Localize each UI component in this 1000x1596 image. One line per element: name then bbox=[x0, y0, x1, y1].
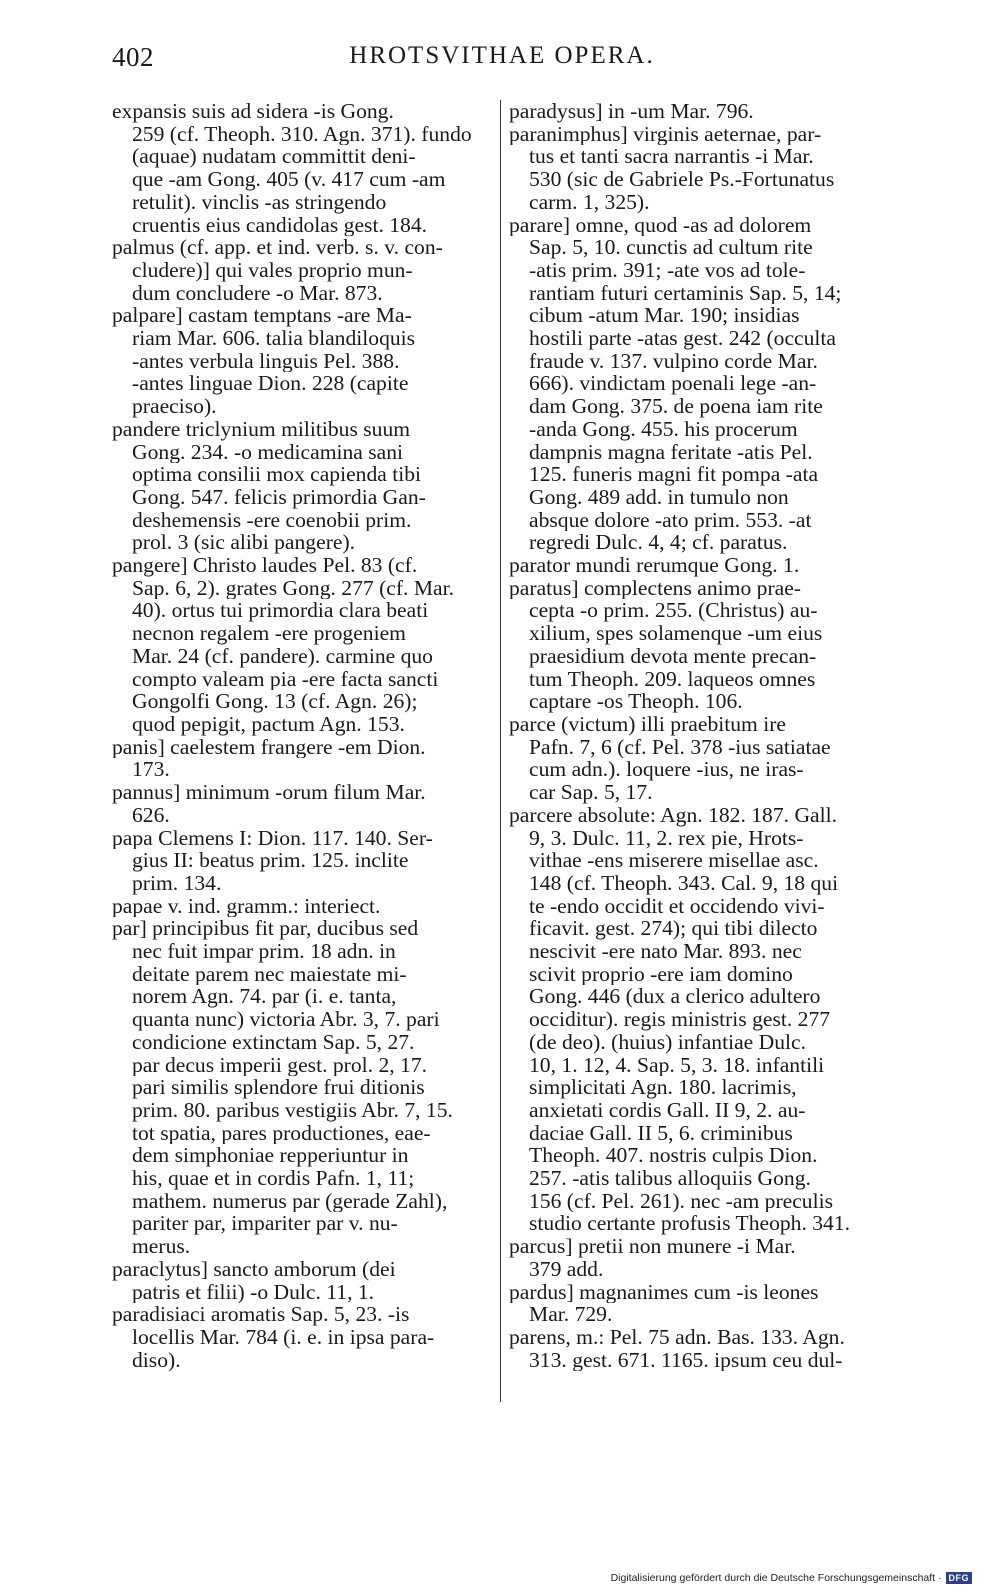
entry-line: compto valeam pia -ere facta sancti bbox=[132, 667, 439, 691]
left-column bbox=[112, 100, 492, 1371]
entry-line: palpare] castam temptans -are Ma- bbox=[112, 304, 412, 328]
entry-line: captare -os Theoph. 106. bbox=[529, 690, 743, 713]
entry-line: xilium, spes solamenque -um eius bbox=[529, 622, 823, 645]
entry-line: occiditur). regis ministris gest. 277 bbox=[529, 1008, 831, 1031]
entry-line: pannus] minimum -orum filum Mar. bbox=[112, 781, 426, 804]
entry-line: 313. gest. 671. 1165. ipsum ceu dul- bbox=[529, 1348, 843, 1372]
entry-line: parcere absolute: Agn. 182. 187. Gall. bbox=[509, 803, 838, 827]
dfg-logo: DFG bbox=[946, 1572, 973, 1584]
footer-text: Digitalisierung gefördert durch die Deutsche Forschungsgemeinschaft · bbox=[610, 1572, 942, 1584]
entry-line: 156 (cf. Pel. 261). nec -am preculis bbox=[529, 1189, 834, 1213]
entry-line: (aquae) nudatam committit deni- bbox=[132, 145, 416, 169]
entry-line: prim. 134. bbox=[132, 871, 222, 895]
dictionary-entry bbox=[509, 100, 891, 123]
entry-line: Mar. 24 (cf. pandere). carmine quo bbox=[132, 644, 433, 668]
entry-line: 9, 3. Dulc. 11, 2. rex pie, Hrots- bbox=[529, 826, 804, 850]
entry-line: simplicitati Agn. 180. lacrimis, bbox=[529, 1076, 797, 1099]
right-column bbox=[509, 100, 891, 1371]
dictionary-entry bbox=[509, 577, 891, 713]
entry-line: gius II: beatus prim. 125. inclite bbox=[132, 849, 409, 872]
entry-line: 10, 1. 12, 4. Sap. 5, 3. 18. infantili bbox=[529, 1053, 825, 1077]
entry-line: regredi Dulc. 4, 4; cf. paratus. bbox=[529, 531, 788, 555]
entry-line: norem Agn. 74. par (i. e. tanta, bbox=[132, 985, 397, 1009]
entry-line: studio certante profusis Theoph. 341. bbox=[529, 1212, 851, 1236]
entry-line: Gong. 489 add. in tumulo non bbox=[529, 485, 789, 509]
entry-line: retulit). vinclis -as stringendo bbox=[132, 190, 387, 214]
dictionary-entry bbox=[112, 917, 492, 1258]
entry-line: cum adn.). loquere -ius, ne iras- bbox=[529, 758, 804, 782]
entry-line: praesidium devota mente precan- bbox=[529, 644, 817, 668]
entry-line: 257. -atis talibus alloquiis Gong. bbox=[529, 1167, 811, 1190]
dictionary-entry bbox=[509, 123, 891, 214]
entry-line: Sap. 5, 10. cunctis ad cultum rite bbox=[529, 236, 813, 259]
entry-line: praeciso). bbox=[132, 395, 217, 418]
entry-line: locellis Mar. 784 (i. e. in ipsa para- bbox=[132, 1325, 435, 1349]
entry-line: prim. 80. paribus vestigiis Abr. 7, 15. bbox=[132, 1098, 453, 1122]
entry-line: paraclytus] sancto amborum (dei bbox=[112, 1257, 396, 1281]
dictionary-entry bbox=[112, 100, 492, 236]
entry-line: 40). ortus tui primordia clara beati bbox=[132, 599, 429, 623]
entry-line: cibum -atum Mar. 190; insidias bbox=[529, 304, 800, 328]
entry-line: 379 add. bbox=[529, 1257, 604, 1281]
entry-line: vithae -ens miserere misellae asc. bbox=[529, 849, 819, 872]
entry-line: dampnis magna feritate -atis Pel. bbox=[529, 440, 813, 464]
dictionary-entry bbox=[509, 214, 891, 555]
entry-line: nec fuit impar prim. 18 adn. in bbox=[132, 940, 396, 963]
entry-line: quanta nunc) victoria Abr. 3, 7. pari bbox=[132, 1008, 440, 1031]
entry-line: paranimphus] virginis aeternae, par- bbox=[509, 122, 822, 146]
entry-line: parce (victum) illi praebitum ire bbox=[509, 712, 787, 736]
entry-line: tus et tanti sacra narrantis -i Mar. bbox=[529, 145, 814, 169]
entry-line: dem simphoniae repperiuntur in bbox=[132, 1144, 409, 1168]
entry-line: scivit proprio -ere iam domino bbox=[529, 962, 793, 986]
entry-line: pari similis splendore frui ditionis bbox=[132, 1076, 425, 1099]
page-number: 402 bbox=[112, 42, 154, 72]
entry-line: que -am Gong. 405 (v. 417 cum -am bbox=[132, 168, 446, 191]
dictionary-entry bbox=[112, 1258, 492, 1303]
entry-line: -antes linguae Dion. 228 (capite bbox=[132, 372, 409, 396]
entry-line: 626. bbox=[132, 803, 170, 827]
entry-line: optima consilii mox capienda tibi bbox=[132, 463, 422, 486]
entry-line: pandere triclynium militibus suum bbox=[112, 417, 411, 441]
entry-line: -atis prim. 391; -ate vos ad tole- bbox=[529, 258, 806, 282]
dictionary-entry bbox=[509, 1281, 891, 1326]
dictionary-entry bbox=[112, 554, 492, 736]
dictionary-entry bbox=[112, 236, 492, 304]
dictionary-entry bbox=[509, 1235, 891, 1280]
entry-line: pardus] magnanimes cum -is leones bbox=[509, 1280, 819, 1304]
entry-line: 259 (cf. Theoph. 310. Agn. 371). fundo bbox=[132, 122, 472, 146]
entry-line: patris et filii) -o Dulc. 11, 1. bbox=[132, 1280, 375, 1304]
dictionary-entry bbox=[509, 554, 891, 577]
entry-line: parens, m.: Pel. 75 adn. Bas. 133. Agn. bbox=[509, 1325, 845, 1349]
entry-line: papae v. ind. gramm.: interiect. bbox=[112, 894, 381, 918]
entry-line: deshemensis -ere coenobii prim. bbox=[132, 508, 412, 532]
entry-line: tot spatia, pares productiones, eae- bbox=[132, 1121, 431, 1145]
entry-line: par decus imperii gest. prol. 2, 17. bbox=[132, 1053, 428, 1077]
entry-line: quod pepigit, pactum Agn. 153. bbox=[132, 712, 405, 736]
entry-line: absque dolore -ato prim. 553. -at bbox=[529, 508, 812, 532]
dictionary-entry bbox=[112, 418, 492, 554]
entry-line: cruentis eius candidolas gest. 184. bbox=[132, 213, 428, 237]
entry-line: par] principibus fit par, ducibus sed bbox=[112, 917, 419, 941]
dictionary-entry bbox=[112, 827, 492, 895]
footer-credit bbox=[611, 1572, 972, 1584]
entry-line: Pafn. 7, 6 (cf. Pel. 378 -ius satiatae bbox=[529, 735, 831, 759]
column-divider bbox=[500, 100, 501, 1402]
entry-line: panis] caelestem frangere -em Dion. bbox=[112, 735, 426, 759]
entry-line: his, quae et in cordis Pafn. 1, 11; bbox=[132, 1167, 415, 1190]
entry-line: Theoph. 407. nostris culpis Dion. bbox=[529, 1144, 818, 1168]
entry-line: pangere] Christo laudes Pel. 83 (cf. bbox=[112, 554, 418, 577]
dictionary-entry bbox=[112, 781, 492, 826]
entry-line: riam Mar. 606. talia blandiloquis bbox=[132, 327, 416, 350]
entry-line: Gong. 547. felicis primordia Gan- bbox=[132, 485, 426, 509]
dictionary-entry bbox=[509, 713, 891, 804]
entry-line: paradisiaci aromatis Sap. 5, 23. -is bbox=[112, 1303, 410, 1326]
entry-line: pariter par, impariter par v. nu- bbox=[132, 1212, 398, 1236]
entry-line: rantiam futuri certaminis Sap. 5, 14; bbox=[529, 281, 842, 305]
entry-line: 148 (cf. Theoph. 343. Cal. 9, 18 qui bbox=[529, 871, 839, 895]
entry-line: 530 (sic de Gabriele Ps.-Fortunatus bbox=[529, 168, 835, 191]
dictionary-entry bbox=[509, 804, 891, 1235]
entry-line: paratus] complectens animo prae- bbox=[509, 576, 801, 600]
entry-line: tum Theoph. 209. laqueos omnes bbox=[529, 667, 816, 691]
entry-line: 125. funeris magni fit pompa -ata bbox=[529, 463, 819, 486]
entry-line: parator mundi rerumque Gong. 1. bbox=[509, 554, 800, 577]
entry-line: ficavit. gest. 274); qui tibi dilecto bbox=[529, 917, 818, 941]
dictionary-entry bbox=[509, 1326, 891, 1371]
dictionary-entry bbox=[112, 895, 492, 918]
entry-line: Sap. 6, 2). grates Gong. 277 (cf. Mar. bbox=[132, 576, 455, 600]
entry-line: diso). bbox=[132, 1348, 181, 1372]
entry-line: deitate parem nec maiestate mi- bbox=[132, 962, 407, 986]
entry-line: fraude v. 137. vulpino corde Mar. bbox=[529, 349, 818, 373]
running-head: HROTSVITHAE OPERA. bbox=[349, 42, 655, 69]
entry-line: papa Clemens I: Dion. 117. 140. Ser- bbox=[112, 826, 433, 850]
entry-line: dam Gong. 375. de poena iam rite bbox=[529, 395, 823, 418]
entry-line: cludere)] qui vales proprio mun- bbox=[132, 258, 413, 282]
dictionary-entry bbox=[112, 736, 492, 781]
entry-line: mathem. numerus par (gerade Zahl), bbox=[132, 1189, 448, 1213]
entry-line: Gongolfi Gong. 13 (cf. Agn. 26); bbox=[132, 690, 418, 713]
entry-line: Gong. 234. -o medicamina sani bbox=[132, 440, 404, 464]
dictionary-entry bbox=[112, 304, 492, 418]
entry-line: expansis suis ad sidera -is Gong. bbox=[112, 100, 394, 123]
entry-line: parare] omne, quod -as ad dolorem bbox=[509, 213, 812, 237]
entry-line: merus. bbox=[132, 1235, 191, 1258]
entry-line: daciae Gall. II 5, 6. criminibus bbox=[529, 1121, 793, 1145]
entry-line: car Sap. 5, 17. bbox=[529, 781, 653, 804]
entry-line: dum concludere -o Mar. 873. bbox=[132, 281, 383, 305]
entry-line: -antes verbula linguis Pel. 388. bbox=[132, 349, 400, 373]
entry-line: Mar. 729. bbox=[529, 1303, 613, 1326]
entry-line: carm. 1, 325). bbox=[529, 190, 650, 214]
entry-line: cepta -o prim. 255. (Christus) au- bbox=[529, 599, 818, 623]
entry-line: (de deo). (huius) infantiae Dulc. bbox=[529, 1030, 807, 1054]
entry-line: parcus] pretii non munere -i Mar. bbox=[509, 1235, 796, 1258]
entry-line: 666). vindictam poenali lege -an- bbox=[529, 372, 817, 396]
page-header bbox=[112, 42, 892, 82]
entry-line: nescivit -ere nato Mar. 893. nec bbox=[529, 940, 802, 963]
entry-line: paradysus] in -um Mar. 796. bbox=[509, 100, 754, 123]
entry-line: necnon regalem -ere progeniem bbox=[132, 622, 406, 645]
entry-line: palmus (cf. app. et ind. verb. s. v. con- bbox=[112, 236, 443, 259]
entry-line: hostili parte -atas gest. 242 (occulta bbox=[529, 327, 837, 350]
entry-line: condicione extinctam Sap. 5, 27. bbox=[132, 1030, 415, 1054]
dictionary-entry bbox=[112, 1303, 492, 1371]
entry-line: prol. 3 (sic alibi pangere). bbox=[132, 531, 356, 555]
entry-line: te -endo occidit et occidendo vivi- bbox=[529, 894, 825, 918]
entry-line: anxietati cordis Gall. II 9, 2. au- bbox=[529, 1098, 806, 1122]
entry-line: -anda Gong. 455. his procerum bbox=[529, 417, 798, 441]
entry-line: 173. bbox=[132, 758, 170, 782]
entry-line: Gong. 446 (dux a clerico adultero bbox=[529, 985, 821, 1009]
